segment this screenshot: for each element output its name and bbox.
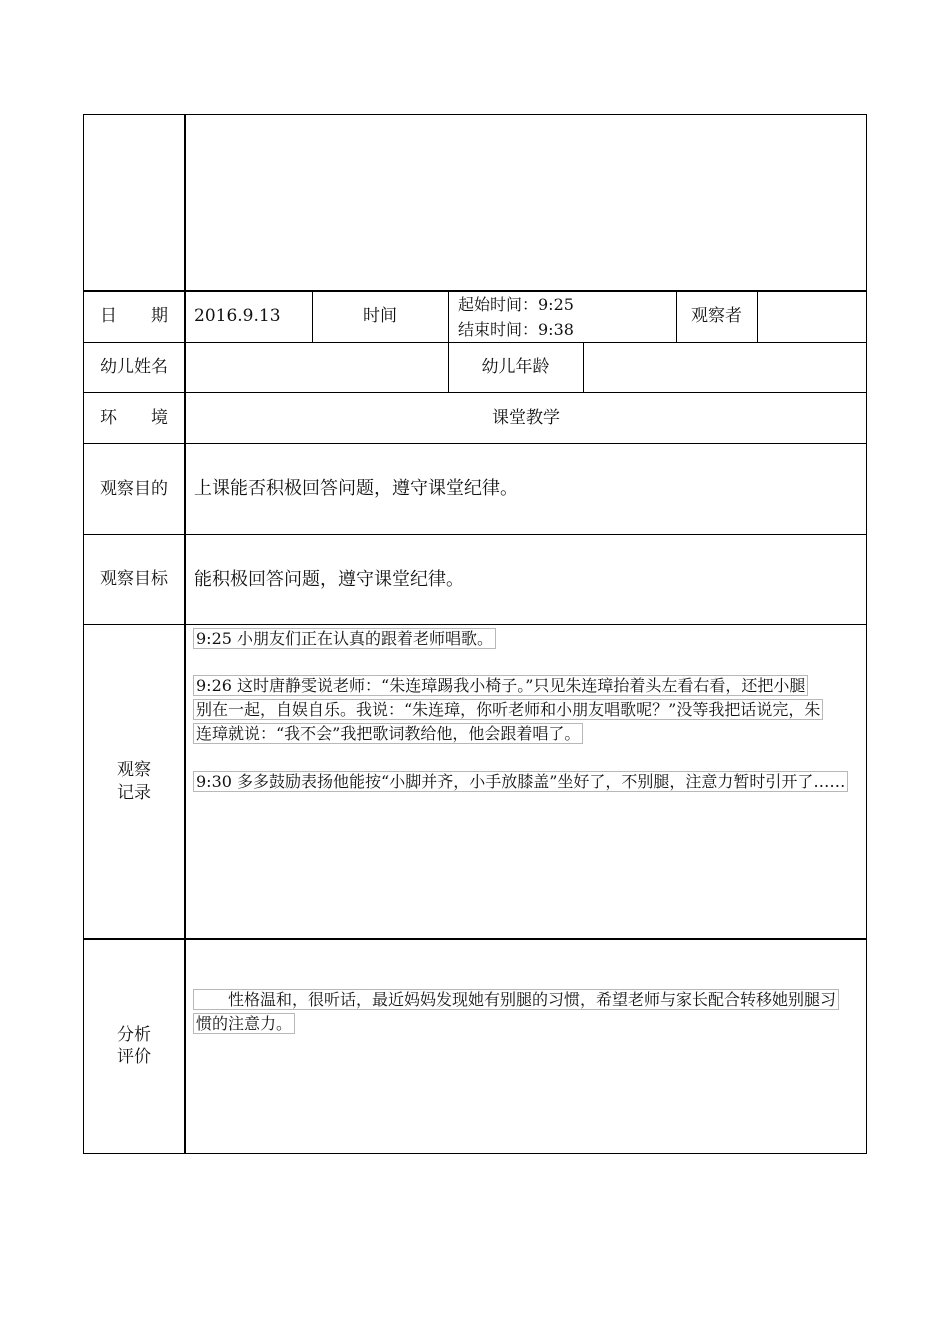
observer-label: 观察者 — [691, 306, 742, 327]
record-label-line: 观察 — [117, 760, 151, 781]
observer-value — [765, 291, 865, 342]
date-value: 2016.9.13 — [194, 306, 281, 327]
start-time: 起始时间：9:25 — [458, 294, 574, 314]
row-divider — [83, 624, 867, 625]
row-divider — [83, 938, 867, 940]
time-label: 时间 — [363, 306, 397, 327]
analysis-line: 性格温和，很听话，最近妈妈发现她有别腿的习惯，希望老师与家长配合转移她别腿习 — [193, 989, 839, 1010]
record-line: 别在一起，自娱自乐。我说：“朱连璋，你听老师和小朋友唱歌呢？”没等我把话说完，朱 — [193, 699, 823, 720]
end-time: 结束时间：9:38 — [458, 319, 574, 339]
date-label: 日 期 — [100, 306, 168, 327]
purpose-label: 观察目的 — [100, 478, 168, 499]
col-divider-age — [583, 342, 584, 392]
analysis-label — [84, 939, 184, 1153]
child-age-value — [592, 343, 862, 392]
time-range — [458, 291, 676, 342]
record-entry-3 — [193, 770, 858, 794]
record-entry-2 — [193, 674, 858, 746]
environment-label: 环 境 — [100, 407, 168, 428]
child-name-label: 幼儿姓名 — [100, 357, 168, 378]
child-age-label: 幼儿年龄 — [481, 357, 550, 378]
record-label — [84, 625, 184, 938]
analysis-label-line: 分析 — [117, 1024, 151, 1045]
col-divider-observer — [757, 290, 758, 342]
analysis-label-line: 评价 — [117, 1047, 151, 1067]
record-entry-1 — [193, 627, 496, 651]
goal-value: 能积极回答问题，遵守课堂纪律。 — [194, 568, 464, 590]
record-line: 9:26 这时唐静雯说老师：“朱连璋踢我小椅子。”只见朱连璋抬着头左看右看，还把小腿 — [193, 675, 808, 696]
goal-label: 观察目标 — [100, 569, 168, 590]
record-line: 连璋就说：“我不会”我把歌词教给他，他会跟着唱了。 — [193, 723, 583, 744]
child-name-value — [194, 343, 444, 392]
analysis-text — [193, 988, 858, 1036]
record-line: 9:30 多多鼓励表扬他能按“小脚并齐，小手放膝盖”坐好了，不别腿，注意力暂时引开了…… — [193, 771, 848, 792]
purpose-value: 上课能否积极回答问题，遵守课堂纪律。 — [194, 478, 518, 500]
record-line: 9:25 小朋友们正在认真的跟着老师唱歌。 — [193, 628, 496, 649]
col-divider-main — [184, 114, 186, 1154]
environment-value: 课堂教学 — [492, 407, 560, 428]
analysis-line: 惯的注意力。 — [193, 1013, 295, 1034]
record-label-line: 记录 — [117, 782, 151, 803]
